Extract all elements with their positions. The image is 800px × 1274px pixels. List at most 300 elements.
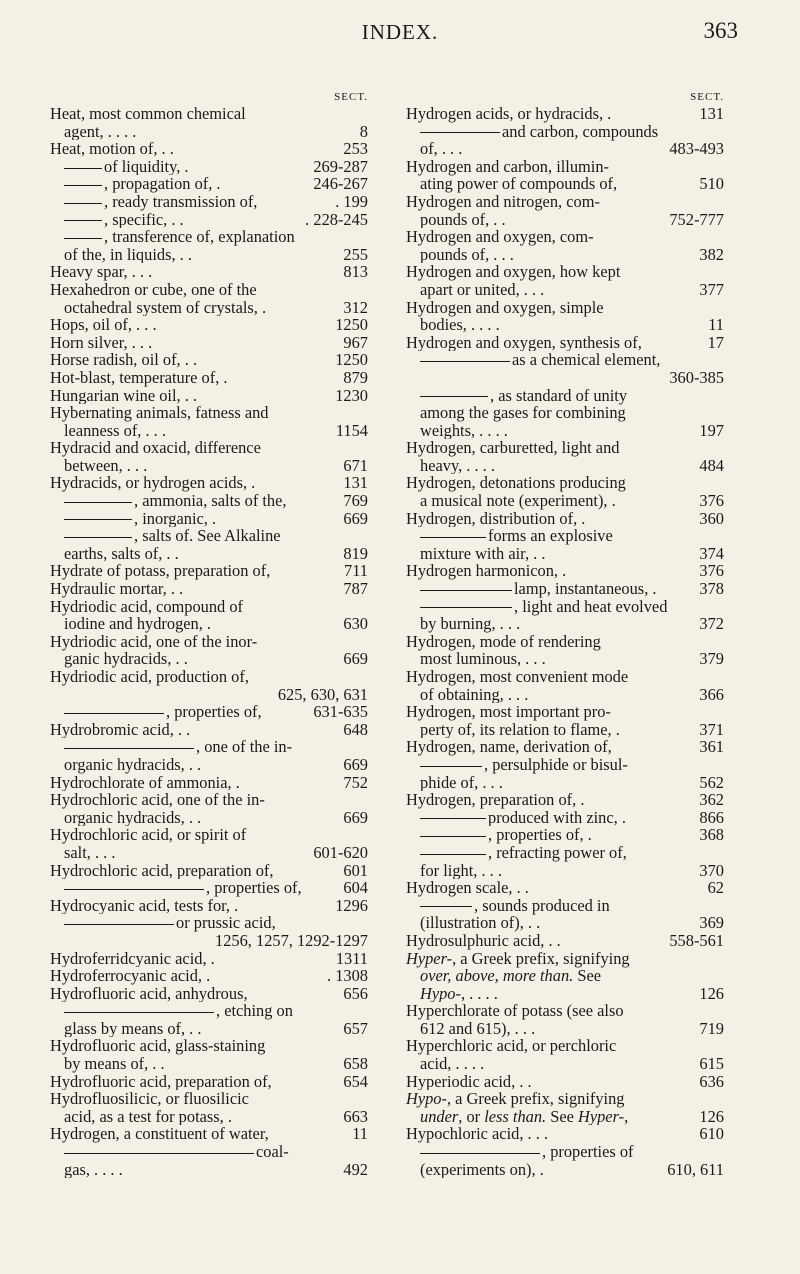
entry-text: Hydrogen and oxygen, simple [406,297,604,317]
entry-line [406,1108,724,1126]
section-ref: 382 [699,244,724,264]
entry-text: 625, 630, 631 [277,684,368,704]
index-entry [50,1143,368,1178]
entry-text: Hypochloric acid, . . . [406,1125,549,1144]
entry-line [406,123,724,141]
section-ref: 1296 [335,895,368,915]
entry-text: Hydrogen and oxygen, com- [406,227,594,247]
entry-text: Hydrobromic acid, . . [50,720,191,739]
index-entry [50,527,368,562]
entry-text: , persulphide or bisul- [420,755,628,774]
entry-text: lamp, instantaneous, . [420,580,693,598]
section-ref: 11 [352,1124,368,1144]
ditto-rule [420,766,482,767]
entry-text: , inorganic, . [64,510,337,528]
entry-text: Hydrogen, detonations producing [406,473,626,493]
entry-text: , ammonia, salts of the, [64,492,337,510]
index-entry [50,351,368,369]
ditto-rule [64,203,102,204]
entry-text: ganic hydracids, . . [64,650,188,668]
entry-line [406,1073,724,1091]
index-entry [406,1090,724,1125]
index-entry [406,263,724,298]
entry-text: forms an explosive [420,526,613,545]
entry-text: Hydrate of potass, preparation of, [50,562,271,581]
entry-text: over, above, more than. See [420,966,602,986]
index-entry [406,897,724,932]
entry-text: Hydrosulphuric acid, . . [406,931,561,950]
index-entry [406,193,724,228]
entry-text: Hyperchlorate of potass (see also [406,1001,624,1021]
entry-text: Heavy spar, . . . [50,263,153,281]
ditto-rule [420,607,512,608]
entry-text: Hexahedron or cube, one of the [50,279,257,299]
entry-text: ating power of compounds of, [420,175,618,193]
section-ref: 601 [343,860,368,880]
entry-text: of the, in liquids, . . [64,245,192,264]
section-ref: 562 [699,772,724,792]
entry-line [406,369,724,387]
entry-line [50,668,368,686]
entry-text: , propagation of, . [64,175,307,193]
section-ref: 636 [699,1071,724,1091]
entry-line [50,158,368,176]
entry-text: Hydriodic acid, compound of [50,596,243,616]
entry-text: Hyperiodic acid, . . [406,1072,532,1091]
index-entry [50,879,368,897]
entry-line [50,1161,368,1179]
entry-line [50,932,368,950]
index-entry [50,158,368,176]
entry-line [50,791,368,809]
entry-text: Hydrogen, a constituent of water, [50,1125,269,1144]
section-ref: 656 [343,983,368,1003]
index-entry [50,510,368,528]
entry-text: Horn silver, . . . [50,333,153,352]
entry-text: , sounds produced in [420,896,610,915]
ditto-rule [420,818,486,819]
section-ref: 197 [699,420,724,440]
index-entry [406,1125,724,1143]
entry-line [406,175,724,193]
entry-text: produced with zinc, . [420,809,693,827]
entry-line [50,123,368,141]
entry-line [406,492,724,510]
section-ref: 658 [343,1054,368,1074]
section-ref: 669 [343,754,368,774]
entry-line [406,791,724,809]
entry-line [50,404,368,422]
entry-text: Hypo-, . . . . [420,984,498,1003]
index-entry [406,474,724,509]
entry-line [406,738,724,756]
entry-text: Hydroferridcyanic acid, . [50,949,215,968]
index-entry [50,826,368,861]
section-ref: 131 [343,473,368,493]
section-ref: 17 [707,332,724,352]
section-ref: 787 [343,579,368,599]
section-ref: 377 [699,279,724,299]
section-ref: 819 [343,543,368,563]
ditto-rule [64,713,164,714]
index-entry [406,826,724,844]
entry-text: between, . . . [64,456,148,475]
entry-line [50,387,368,405]
section-ref: 376 [699,561,724,581]
entry-line [50,580,368,598]
entry-text: phide of, . . . [420,773,503,792]
entry-line [50,334,368,352]
entry-line [406,299,724,317]
entry-text: Hydrofluoric acid, preparation of, [50,1072,272,1091]
index-entry [406,703,724,738]
entry-text: among the gases for combining [420,403,626,423]
index-entry [406,668,724,703]
entry-text: Hydrogen scale, . . [406,879,529,897]
entry-text: Heat, most common chemical [50,104,246,123]
entry-text: Hydrogen acids, or hydracids, . [406,105,612,123]
index-column-left [50,90,368,1178]
entry-text: Hops, oil of, . . . [50,316,157,334]
ditto-rule [420,361,510,362]
entry-line [406,967,724,985]
section-ref: 131 [699,104,724,123]
section-ref: 8 [359,121,368,141]
entry-text: or prussic acid, [64,913,276,932]
index-entry [50,387,368,405]
entry-text: Hyper-, a Greek prefix, signifying [406,948,630,968]
entry-line [406,316,724,334]
entry-text: of, . . . [420,140,463,158]
entry-line [406,422,724,440]
section-ref: 669 [343,649,368,669]
ditto-rule [420,590,512,591]
entry-text: Hydrofluosilicic, or fluosilicic [50,1089,249,1109]
entry-line [50,299,368,317]
entry-text: Hydrogen, most convenient mode [406,667,629,686]
entry-text: Hydrofluoric acid, glass-staining [50,1036,266,1056]
section-ref: 663 [343,1106,368,1126]
entry-line [406,334,724,352]
entry-text: Hydrogen, carburetted, light and [406,438,620,458]
entry-line [406,439,724,457]
index-entry [50,404,368,439]
section-ref: 510 [699,174,724,194]
entry-text: , etching on [64,1001,293,1020]
entry-text: Hydrochloric acid, preparation of, [50,861,274,880]
page-number: 363 [703,18,738,43]
entry-text: Hydrocyanic acid, tests for, . [50,896,239,915]
entry-text: for light, . . . [420,861,502,880]
section-ref: 752-777 [669,209,724,229]
section-ref: 360 [699,508,724,528]
entry-line [406,879,724,897]
entry-text: octahedral system of crystals, . [64,298,267,317]
entry-text: Hydrogen, name, derivation of, [406,738,612,756]
index-entry [50,316,368,334]
ditto-rule [64,502,132,503]
running-title: INDEX. [361,20,439,44]
entry-line [406,474,724,492]
section-ref: 601-620 [313,842,368,862]
index-entry [50,1073,368,1091]
entry-text: , properties of, [64,879,337,897]
entry-text: acid, as a test for potass, . [64,1107,232,1126]
entry-text: , ready transmission of, [64,193,329,211]
entry-line [50,281,368,299]
ditto-rule [64,1012,214,1013]
ditto-rule [64,1153,254,1154]
section-ref: 369 [699,913,724,933]
index-entry [406,351,724,386]
entry-text: glass by means of, . . [64,1019,202,1038]
entry-text: Hydrochloric acid, or spirit of [50,825,247,845]
entry-line [406,862,724,880]
entry-line [406,1002,724,1020]
section-ref: 610, 611 [667,1159,724,1179]
section-ref: 246-267 [313,174,368,194]
index-entry [406,879,724,897]
entry-text: Hydrogen and oxygen, how kept [406,262,621,282]
entry-line [406,510,724,528]
index-entry [406,1073,724,1091]
index-entry [50,668,368,703]
entry-text: of obtaining, . . . [420,685,529,704]
entry-line [50,1073,368,1091]
index-entry [50,703,368,721]
entry-text: apart or united, . . . [420,280,545,299]
index-entry [406,633,724,668]
entry-line [406,228,724,246]
entry-line [50,703,368,721]
section-ref: 1230 [335,385,368,405]
entry-text: weights, . . . . [420,421,508,440]
index-entry [50,897,368,915]
index-entry [50,492,368,510]
section-ref: 752 [343,772,368,792]
ditto-rule [64,220,102,221]
entry-text: Hydrogen, preparation of, . [406,791,585,809]
entry-line [50,774,368,792]
entry-line [50,369,368,387]
entry-line [406,1037,724,1055]
entry-line [50,562,368,580]
section-ref: 255 [343,244,368,264]
entry-line [406,721,724,739]
entry-line [50,985,368,1003]
entry-line [406,105,724,123]
index-entry [406,1002,724,1037]
index-entry [406,1037,724,1072]
entry-line [406,1020,724,1038]
ditto-rule [420,854,486,855]
entry-line [50,950,368,968]
entry-text: Heat, motion of, . . [50,140,174,158]
entry-text: leanness of, . . . [64,421,166,440]
entry-text: Hot-blast, temperature of, . [50,368,228,387]
entry-line [50,738,368,756]
entry-line [50,914,368,932]
entry-line [406,650,724,668]
section-ref: 126 [699,1106,724,1126]
index-entry [50,334,368,352]
ditto-rule [420,1153,540,1154]
entry-line [50,598,368,616]
entry-line [406,703,724,721]
entry-text: by burning, . . . [420,615,521,633]
index-entry [50,985,368,1003]
section-ref: 372 [699,614,724,634]
section-ref: 1250 [335,315,368,335]
entry-text: , light and heat evolved [420,597,667,616]
entry-text: pounds of, . . [420,210,506,229]
entry-line [406,826,724,844]
entry-text: of liquidity, . [64,158,307,176]
index-entry [50,1037,368,1072]
ditto-rule [64,748,194,749]
section-ref: 669 [343,508,368,528]
entry-text: perty of, its relation to flame, . [420,720,620,739]
section-ref: 379 [699,649,724,669]
entry-line [406,351,724,369]
ditto-rule [64,168,102,169]
entry-line [50,474,368,492]
entry-line [50,510,368,528]
index-entry [50,721,368,739]
entry-text: as a chemical element, [420,350,660,369]
entry-line [50,756,368,774]
entry-line [50,650,368,668]
entry-line [50,527,368,545]
entry-line [406,1161,724,1179]
entry-text: earths, salts of, . . [64,544,179,563]
entry-line [406,1055,724,1073]
index-entry [50,633,368,668]
entry-line [406,633,724,651]
section-ref: 492 [343,1159,368,1179]
entry-line [50,492,368,510]
section-ref: 253 [343,139,368,159]
entry-line [406,562,724,580]
page-header [0,18,800,48]
section-ref: 967 [343,332,368,352]
section-ref: 312 [343,297,368,317]
index-entry [406,756,724,791]
section-ref: 769 [343,491,368,511]
entry-text: 612 and 615), . . . [420,1019,536,1038]
entry-line [406,211,724,229]
entry-line [50,193,368,211]
index-entry [50,369,368,387]
sect-label: SECT. [690,91,724,103]
section-ref: 376 [699,491,724,511]
section-ref: 654 [343,1071,368,1091]
entry-text: (experiments on), . [420,1160,544,1179]
entry-line [406,844,724,862]
entry-text: organic hydracids, . . [64,808,202,827]
index-entry [50,175,368,193]
section-ref: 371 [699,719,724,739]
entry-line [406,1143,724,1161]
entry-text: organic hydracids, . . [64,755,202,774]
entry-line [50,967,368,985]
ditto-rule [64,924,174,925]
index-entry [50,914,368,949]
index-entry [406,562,724,580]
entry-text: Hydrochlorate of ammonia, . [50,773,240,792]
index-entry [50,228,368,263]
index-entry [50,950,368,968]
section-ref: 269-287 [313,156,368,176]
entry-text: most luminous, . . . [420,650,546,668]
index-entry [406,932,724,950]
entry-line [50,897,368,915]
entry-line [50,826,368,844]
entry-line [406,246,724,264]
entry-line [50,1002,368,1020]
section-ref: 484 [699,455,724,475]
entry-line [406,615,724,633]
ditto-rule [64,537,132,538]
entry-line [50,1090,368,1108]
index-entry [406,809,724,827]
ditto-rule [420,537,486,538]
index-entry [406,791,724,809]
section-ref: 648 [343,719,368,739]
entry-line [406,668,724,686]
index-entry [50,281,368,316]
entry-line [50,721,368,739]
section-ref: 610 [699,1124,724,1144]
index-entry [50,211,368,229]
entry-line [50,105,368,123]
ditto-rule [420,132,500,133]
section-ref: 604 [343,878,368,898]
index-entry [50,105,368,140]
entry-text: Hydracid and oxacid, difference [50,438,261,458]
entry-line [50,351,368,369]
entry-text: Hydrofluoric acid, anhydrous, [50,984,248,1003]
entry-text: iodine and hydrogen, . [64,615,212,633]
entry-line [406,950,724,968]
entry-text: , specific, . . [64,211,299,229]
index-entry [406,105,724,123]
section-ref: 361 [699,737,724,757]
entry-line [406,809,724,827]
index-entry [50,193,368,211]
entry-text: , salts of. See Alkaline [64,526,281,545]
entry-text: coal- [64,1142,289,1161]
index-entry [50,1002,368,1037]
index-entry [406,439,724,474]
index-entry [50,1125,368,1143]
entry-text: Hydrogen and nitrogen, com- [406,191,600,211]
section-ref: 1311 [335,948,368,968]
ditto-rule [64,889,204,890]
entry-line [406,598,724,616]
section-ref: 558-561 [669,930,724,950]
entry-text: Hybernating animals, fatness and [50,403,269,423]
section-ref: 615 [699,1054,724,1074]
entry-line [50,1055,368,1073]
entry-text: pounds of, . . . [420,245,514,264]
section-ref: . 228-245 [305,209,368,229]
entry-line [406,404,724,422]
entry-line [50,1037,368,1055]
entry-text: Hydrogen harmonicon, . [406,562,567,581]
entry-text: (illustration of), . . [420,914,541,932]
entry-line [406,774,724,792]
